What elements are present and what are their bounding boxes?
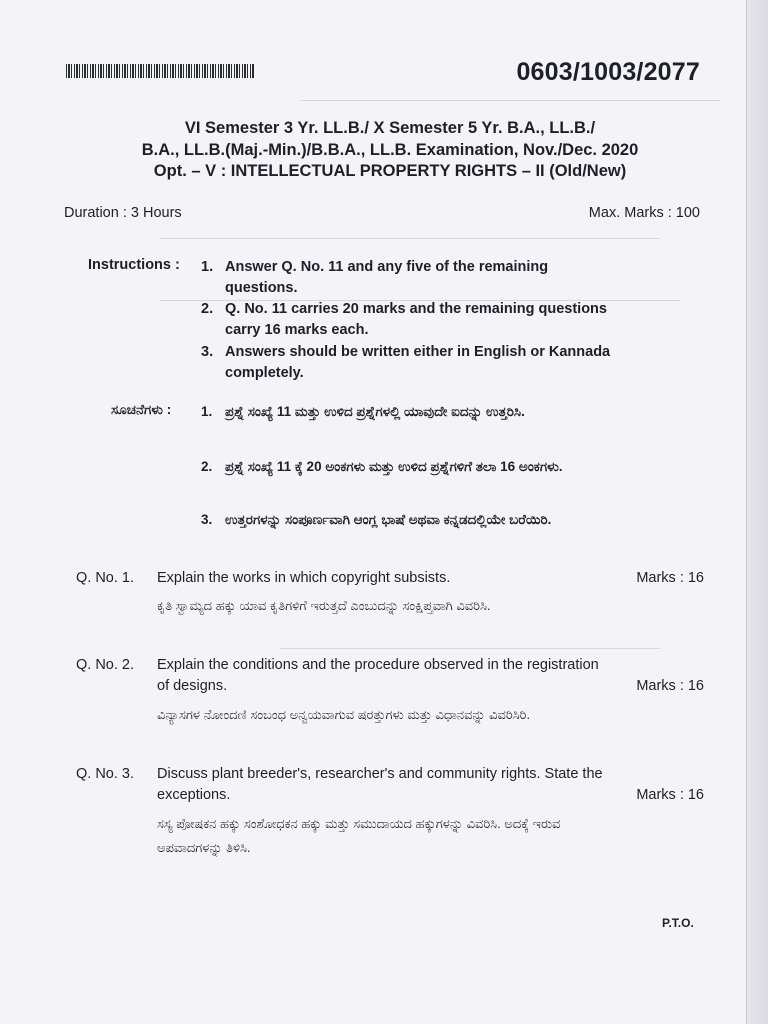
kannada-instructions-label: ಸೂಚನೆಗಳು : bbox=[111, 402, 172, 417]
pto-label: P.T.O. bbox=[662, 916, 694, 930]
instruction-number: 3. bbox=[201, 512, 213, 527]
instruction-text: Q. No. 11 carries 20 marks and the remaining questions carry 16 marks each. bbox=[225, 301, 607, 338]
page-edge-shadow bbox=[746, 0, 768, 1024]
barcode bbox=[66, 64, 254, 78]
question-number: Q. No. 2. bbox=[76, 657, 135, 673]
question-marks: Marks : 16 bbox=[636, 787, 704, 803]
show-through-line bbox=[300, 100, 720, 101]
instruction-text: Answers should be written either in English or Kannada completely. bbox=[225, 344, 611, 381]
instruction-number: 1. bbox=[201, 259, 214, 275]
show-through-line bbox=[160, 238, 660, 239]
question-text: Explain the conditions and the procedure observed in the registration of designs. bbox=[157, 657, 599, 694]
question-marks: Marks : 16 bbox=[636, 570, 704, 586]
instruction-text: ಪ್ರಶ್ನೆ ಸಂಖ್ಯೆ 11 ಕ್ಕೆ 20 ಅಂಕಗಳು ಮತ್ತು ಉಳಿದ ಪ್ರಶ್ನೆಗಳಿಗೆ ತಲಾ 16 ಅಂಕಗಳು. bbox=[225, 459, 563, 474]
duration: Duration : 3 Hours bbox=[64, 205, 182, 221]
question-text: Discuss plant breeder's, researcher's and community rights. State the exceptions. bbox=[157, 766, 603, 803]
paper-code: 0603/1003/2077 bbox=[516, 58, 700, 86]
title-line-2: B.A., LL.B.(Maj.-Min.)/B.B.A., LL.B. Examination, Nov./Dec. 2020 bbox=[141, 141, 639, 159]
instruction-text: ಪ್ರಶ್ನೆ ಸಂಖ್ಯೆ 11 ಮತ್ತು ಉಳಿದ ಪ್ರಶ್ನೆಗಳಲ್ಲಿ ಯಾವುದೇ ಐದನ್ನು ಉತ್ತರಿಸಿ. bbox=[225, 404, 525, 419]
instruction-text: ಉತ್ತರಗಳನ್ನು ಸಂಪೂರ್ಣವಾಗಿ ಆಂಗ್ಲ ಭಾಷೆ ಅಥವಾ ಕನ್ನಡದಲ್ಲಿಯೇ ಬರೆಯಿರಿ. bbox=[225, 512, 552, 527]
question-text-kannada: ವಿನ್ಯಾಸಗಳ ನೋಂದಣಿ ಸಂಬಂಧ ಅನ್ವಯವಾಗುವ ಷರತ್ತುಗಳು ಮತ್ತು ವಿಧಾನವನ್ನು ವಿವರಿಸಿರಿ. bbox=[157, 707, 531, 722]
question-marks: Marks : 16 bbox=[636, 678, 704, 694]
title-line-1: VI Semester 3 Yr. LL.B./ X Semester 5 Yr. B.A., LL.B./ bbox=[184, 119, 596, 137]
question-number: Q. No. 3. bbox=[76, 766, 135, 782]
instruction-number: 2. bbox=[201, 459, 213, 474]
question-text-kannada: ಸಸ್ಯ ಪೋಷಕನ ಹಕ್ಕು ಸಂಶೋಧಕನ ಹಕ್ಕು ಮತ್ತು ಸಮುದಾಯದ ಹಕ್ಕುಗಳನ್ನು ವಿವರಿಸಿ. ಅದಕ್ಕೆ ಇರುವ ಅಪವಾದಗಳನ್ನು ತಿಳಿಸಿ. bbox=[157, 816, 561, 855]
max-marks: Max. Marks : 100 bbox=[588, 205, 700, 221]
show-through-line bbox=[280, 648, 660, 649]
question-number: Q. No. 1. bbox=[76, 570, 135, 586]
title-line-3: Opt. – V : INTELLECTUAL PROPERTY RIGHTS – II (Old/New) bbox=[153, 162, 627, 180]
instruction-number: 1. bbox=[201, 404, 213, 419]
instruction-number: 2. bbox=[201, 301, 214, 317]
instructions-label: Instructions : bbox=[88, 257, 180, 273]
instruction-number: 3. bbox=[201, 344, 214, 360]
question-text: Explain the works in which copyright subsists. bbox=[157, 570, 451, 586]
instruction-text: Answer Q. No. 11 and any five of the remaining questions. bbox=[225, 259, 549, 296]
question-text-kannada: ಕೃತಿ ಸ್ವಾಮ್ಯದ ಹಕ್ಕು ಯಾವ ಕೃತಿಗಳಿಗೆ ಇರುತ್ತದೆ ಎಂಬುದನ್ನು ಸಂಕ್ಷಿಪ್ತವಾಗಿ ವಿವರಿಸಿ. bbox=[157, 598, 491, 613]
